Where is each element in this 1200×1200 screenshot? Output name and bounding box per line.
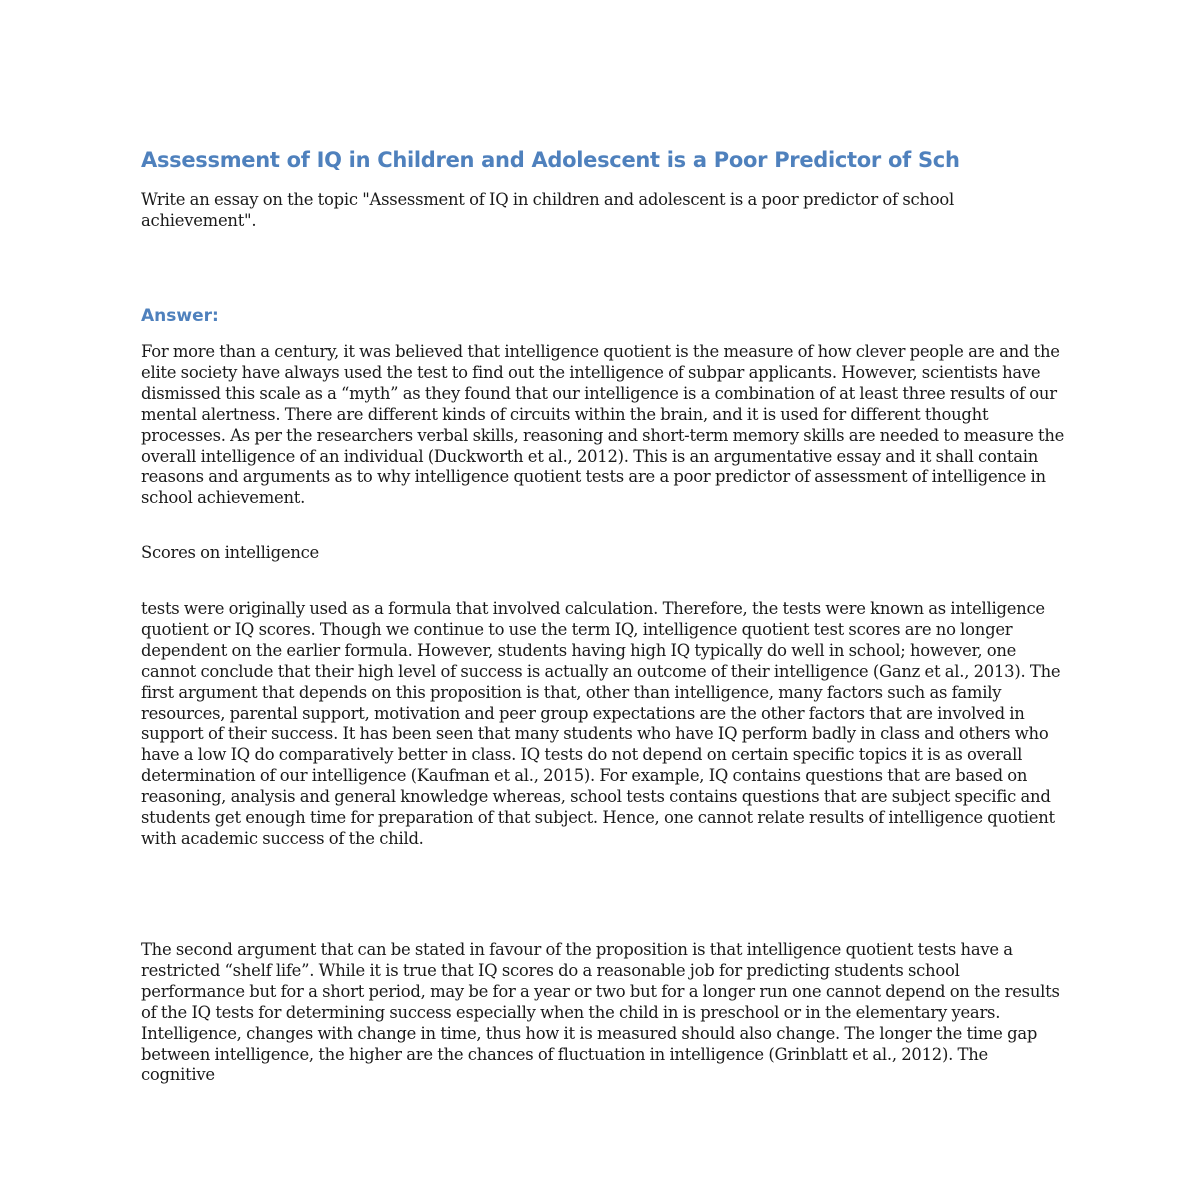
answer-paragraph-1: For more than a century, it was believed that intelligence quotient is the measure of how clever people are and the elite society have always used the test to find out the intelligence of subpar applicants. However, scientists have dismissed this scale as a “myth” as they found that our intelligence is a combination of at least three results of our mental alertness. There are different kinds of circuits within the brain, and it is used for different thought processes. As per the researchers verbal skills, reasoning and short-term memory skills are needed to measure the overall intelligence of an individual (Duckworth et al., 2012). This is an argumentative essay and it shall contain reasons and arguments as to why intelligence quotient tests are a poor predictor of assessment of intelligence in school achievement. xyxy=(141,342,1065,508)
answer-paragraph-2: Scores on intelligence xyxy=(141,543,320,562)
answer-paragraph-4: The second argument that can be stated in favour of the proposition is that intelligence quotient tests have a restricted “shelf life”. While it is true that IQ scores do a reasonable job for predicting students school performance but for a short period, may be for a year or two but for a longer run one cannot depend on the results of the IQ tests for determining success especially when the child in is preschool or in the elementary years. Intelligence, changes with change in time, thus how it is measured should also change. The longer the time gap between intelligence, the higher are the chances of fluctuation in intelligence (Grinblatt et al., 2012). The cognitive xyxy=(141,940,1060,1085)
essay-prompt: Write an essay on the topic "Assessment of IQ in children and adolescent is a poor predictor of school achievement". xyxy=(141,190,954,230)
answer-heading: Answer: xyxy=(141,306,219,326)
answer-paragraph-3: tests were originally used as a formula that involved calculation. Therefore, the tests were known as intelligence quotient or IQ scores. Though we continue to use the term IQ, intelligence quotient test scores are no longer dependent on the earlier formula. However, students having high IQ typically do well in school; however, one cannot conclude that their high level of success is actually an outcome of their intelligence (Ganz et al., 2013). The first argument that depends on this proposition is that, other than intelligence, many factors such as family resources, parental support, motivation and peer group expectations are the other factors that are involved in support of their success. It has been seen that many students who have IQ perform badly in class and others who have a low IQ do comparatively better in class. IQ tests do not depend on certain specific topics it is as overall determination of our intelligence (Kaufman et al., 2015). For example, IQ contains questions that are based on reasoning, analysis and general knowledge whereas, school tests contains questions that are subject specific and students get enough time for preparation of that subject. Hence, one cannot relate results of intelligence quotient with academic success of the child. xyxy=(141,599,1061,848)
document-title: Assessment of IQ in Children and Adolescent is a Poor Predictor of Sch xyxy=(141,148,960,172)
